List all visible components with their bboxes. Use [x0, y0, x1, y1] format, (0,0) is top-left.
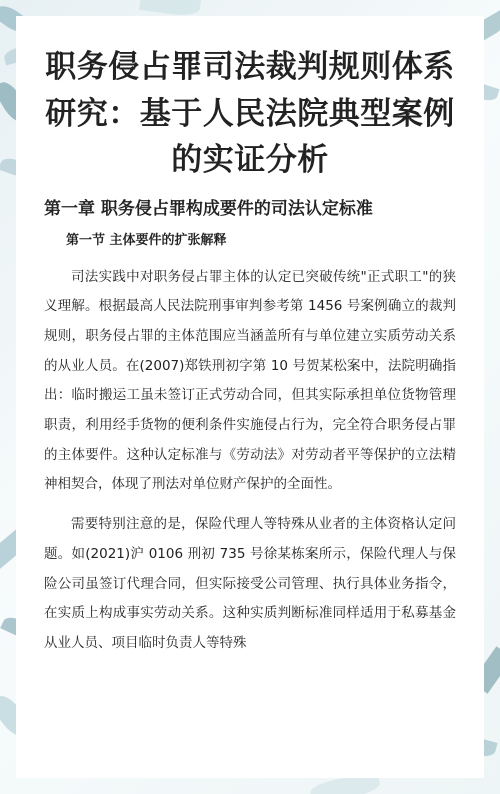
paragraph: 需要特别注意的是，保险代理人等特殊从业者的主体资格认定问题。如(2021)沪 0106 刑初 735 号徐某栋案所示，保险代理人与保险公司虽签订代理合同，但实际接受公司管理、执行具体业务指令，在实质上构成事实劳动关系。这种实质判断标准同样适用于私募基金从业人员、项目临时负责人等特殊	[44, 516, 456, 651]
document-title: 职务侵占罪司法裁判规则体系研究：基于人民法院典型案例的实证分析	[45, 49, 455, 178]
section-heading: 第一节 主体要件的扩张解释	[66, 233, 227, 249]
chapter-heading: 第一章 职务侵占罪构成要件的司法认定标准	[44, 198, 373, 219]
paragraph: 司法实践中对职务侵占罪主体的认定已突破传统"正式职工"的狭义理解。根据最高人民法院刑事审判参考第 1456 号案例确立的裁判规则，职务侵占罪的主体范围应当涵盖所有与单位建立实质劳动关系的从业人员。在(2007)郑铁刑初字第 10 号贺某松案中，法院明确指出：临时搬运工虽未签订正式劳动合同，但其实际承担单位货物管理职责，利用经手货物的便利条件实施侵占行为，完全符合职务侵占罪的主体要件。这种认定标准与《劳动法》对劳动者平等保护的立法精神相契合，体现了刑法对单位财产保护的全面性。	[44, 268, 456, 493]
document-page	[16, 16, 484, 778]
